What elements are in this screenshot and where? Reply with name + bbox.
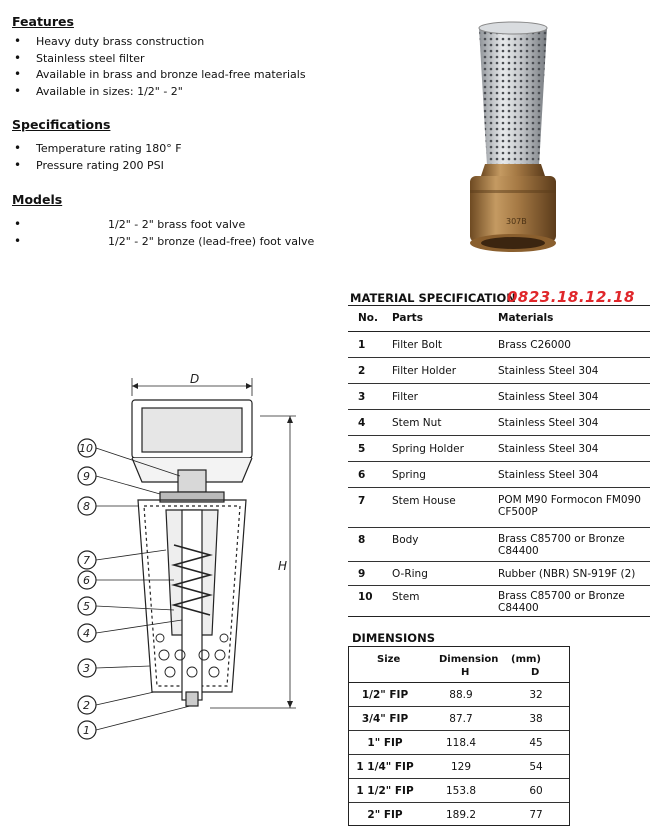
callout-6: 6: [83, 574, 90, 587]
row-material: Stainless Steel 304: [498, 365, 599, 377]
row-material: Rubber (NBR) SN-919F (2): [498, 568, 636, 580]
row-material: Stainless Steel 304: [498, 469, 599, 481]
row-part: Filter Holder: [392, 365, 457, 377]
row-part: Stem Nut: [392, 417, 442, 429]
callout-10: 10: [79, 442, 93, 455]
row-d: 54: [529, 761, 543, 773]
row-part: Stem House: [392, 495, 456, 507]
material-spec-table: [348, 305, 650, 617]
table-row: [348, 562, 650, 586]
header-h: H: [461, 667, 470, 678]
callout-7: 7: [83, 554, 90, 567]
row-material: Brass C85700 or Bronze C84400: [498, 590, 625, 614]
row-size: 1/2" FIP: [361, 689, 409, 701]
callout-5: 5: [83, 600, 90, 613]
row-h: 189.2: [445, 809, 477, 821]
row-part: Body: [392, 534, 419, 546]
table-header: [348, 306, 650, 332]
models-heading: Models: [12, 192, 63, 207]
row-no: 4: [358, 417, 366, 429]
row-d: 38: [529, 713, 543, 725]
row-part: Filter: [392, 391, 419, 403]
material-spec-title: MATERIAL SPECIFICATION: [350, 291, 516, 305]
callout-3: 3: [83, 662, 90, 675]
dimension-d-label: D: [190, 372, 200, 386]
row-size: 1" FIP: [367, 737, 403, 749]
row-size: 1 1/2" FIP: [356, 785, 414, 797]
dimensions-table: [348, 646, 570, 826]
table-row: [348, 410, 650, 436]
header-size: Size: [377, 654, 401, 665]
phone-number: 0823.18.12.18: [507, 288, 635, 306]
row-h: 87.7: [449, 713, 473, 725]
callout-9: 9: [83, 470, 90, 483]
header-mm: (mm): [511, 654, 541, 665]
list-item: • 1/2" - 2" brass foot valve: [12, 218, 314, 235]
row-no: 1: [358, 339, 366, 351]
callout-4: 4: [83, 627, 90, 640]
table-row: [348, 462, 650, 488]
table-row: [348, 332, 650, 358]
header-parts: Parts: [392, 312, 423, 324]
dimension-h-label: H: [278, 559, 288, 573]
table-row: [348, 488, 650, 528]
row-h: 118.4: [445, 737, 477, 749]
row-no: 10: [358, 591, 373, 603]
row-no: 9: [358, 568, 366, 580]
features-heading: Features: [12, 14, 74, 29]
table-row: [348, 586, 650, 617]
row-material: Stainless Steel 304: [498, 417, 599, 429]
table-row: [348, 436, 650, 462]
brass-foot-valve-photo: [458, 18, 568, 254]
stamp-text: 307B: [506, 217, 527, 226]
row-h: 129: [450, 761, 472, 773]
row-material: Brass C85700 or Bronze C84400: [498, 533, 625, 557]
table-row: [348, 528, 650, 562]
table-row: [348, 384, 650, 410]
row-part: Stem: [392, 591, 420, 603]
row-h: 153.8: [445, 785, 477, 797]
row-no: 6: [358, 469, 366, 481]
list-item: • Available in sizes: 1/2" - 2": [12, 85, 306, 102]
valve-cross-section-diagram: [70, 370, 300, 750]
list-item: • Heavy duty brass construction: [12, 35, 306, 52]
row-no: 7: [358, 495, 366, 507]
table-row: [349, 683, 569, 707]
row-material: Stainless Steel 304: [498, 443, 599, 455]
row-no: 5: [358, 443, 366, 455]
list-item: • 1/2" - 2" bronze (lead-free) foot valve: [12, 235, 314, 252]
table-row: [349, 755, 569, 779]
header-no: No.: [358, 312, 378, 324]
row-part: Spring Holder: [392, 443, 464, 455]
row-material: POM M90 Formocon FM090 CF500P: [498, 494, 641, 518]
header-materials: Materials: [498, 312, 554, 324]
header-d: D: [531, 667, 540, 678]
table-row: [349, 707, 569, 731]
row-material: Stainless Steel 304: [498, 391, 599, 403]
row-d: 32: [529, 689, 543, 701]
list-item: • Available in brass and bronze lead-free materials: [12, 68, 306, 85]
row-no: 8: [358, 534, 366, 546]
row-no: 2: [358, 365, 366, 377]
header-dimension: Dimension: [439, 654, 499, 665]
callout-8: 8: [83, 500, 90, 513]
row-part: Spring: [392, 469, 426, 481]
row-size: 3/4" FIP: [361, 713, 409, 725]
table-row: [348, 358, 650, 384]
specifications-heading: Specifications: [12, 117, 111, 132]
list-item: • Pressure rating 200 PSI: [12, 159, 182, 176]
callout-1: 1: [83, 724, 90, 737]
row-d: 77: [529, 809, 543, 821]
features-list: [12, 35, 306, 101]
row-material: Brass C26000: [498, 339, 571, 351]
row-no: 3: [358, 391, 366, 403]
table-header: [349, 647, 569, 683]
row-part: Filter Bolt: [392, 339, 443, 351]
callout-2: 2: [83, 699, 90, 712]
list-item: • Stainless steel filter: [12, 52, 306, 69]
row-part: O-Ring: [392, 568, 428, 580]
table-row: [349, 803, 569, 827]
list-item: • Temperature rating 180° F: [12, 142, 182, 159]
row-d: 60: [529, 785, 543, 797]
models-list: [12, 218, 314, 251]
row-size: 1 1/4" FIP: [356, 761, 414, 773]
table-row: [349, 779, 569, 803]
dimensions-title: DIMENSIONS: [352, 631, 435, 645]
row-size: 2" FIP: [367, 809, 403, 821]
row-h: 88.9: [449, 689, 473, 701]
table-row: [349, 731, 569, 755]
specifications-list: [12, 142, 182, 175]
row-d: 45: [529, 737, 543, 749]
